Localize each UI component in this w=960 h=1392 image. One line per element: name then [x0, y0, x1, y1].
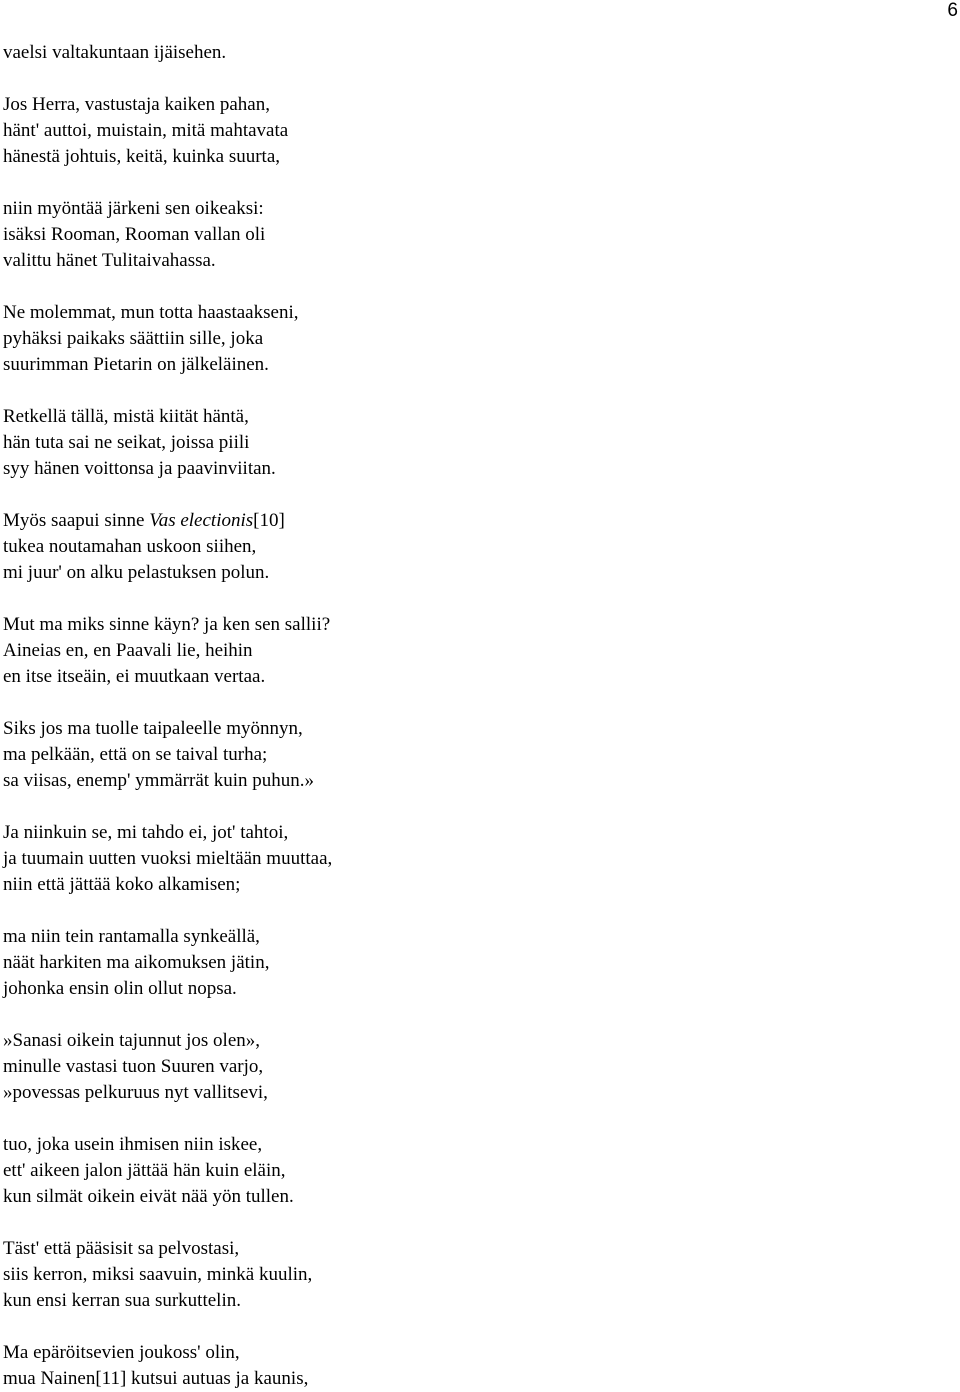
- verse-text: Myös saapui sinne: [3, 510, 150, 531]
- verse-line: tukea noutamahan uskoon siihen,: [3, 536, 257, 557]
- verse-line: valittu hänet Tulitaivahassa.: [3, 250, 216, 271]
- stanza: [3, 1236, 332, 1314]
- stanza: [3, 40, 332, 66]
- verse-line: en itse itseäin, ei muutkaan vertaa.: [3, 666, 266, 687]
- stanza: [3, 924, 332, 1002]
- verse-line: kun ensi kerran sua surkuttelin.: [3, 1290, 241, 1311]
- verse-line: hänestä johtuis, keitä, kuinka suurta,: [3, 146, 281, 167]
- stanza: [3, 1132, 332, 1210]
- poem-text: [3, 40, 332, 1392]
- stanza: [3, 92, 332, 170]
- stanza: [3, 1340, 332, 1392]
- latin-phrase: Vas electionis: [149, 510, 254, 531]
- verse-line: Ne molemmat, mun totta haastaakseni,: [3, 302, 299, 323]
- verse-line: sa viisas, enemp' ymmärrät kuin puhun.»: [3, 770, 315, 791]
- verse-line: vaelsi valtakuntaan ijäisehen.: [3, 42, 227, 63]
- stanza: [3, 716, 332, 794]
- verse-line: mi juur' on alku pelastuksen polun.: [3, 562, 270, 583]
- verse-line: ma pelkään, että on se taival turha;: [3, 744, 268, 765]
- verse-line: kun silmät oikein eivät nää yön tullen.: [3, 1186, 294, 1207]
- page-number: 6: [947, 0, 958, 21]
- verse-line: Täst' että pääsisit sa pelvostasi,: [3, 1238, 240, 1259]
- verse-line: syy hänen voittonsa ja paavinviitan.: [3, 458, 276, 479]
- verse-line: ja tuumain uutten vuoksi mieltään muuttaa,: [3, 848, 333, 869]
- stanza: [3, 196, 332, 274]
- verse-line: suurimman Pietarin on jälkeläinen.: [3, 354, 269, 375]
- verse-line: tuo, joka usein ihmisen niin iskee,: [3, 1134, 263, 1155]
- verse-line: pyhäksi paikaks säättiin sille, joka: [3, 328, 264, 349]
- verse-line: niin myöntää järkeni sen oikeaksi:: [3, 198, 264, 219]
- verse-line: Retkellä tällä, mistä kiität häntä,: [3, 406, 249, 427]
- stanza: [3, 1028, 332, 1106]
- verse-line: »Sanasi oikein tajunnut jos olen»,: [3, 1030, 261, 1051]
- stanza: [3, 612, 332, 690]
- verse-line: Ma epäröitsevien joukoss' olin,: [3, 1342, 240, 1363]
- verse-line: Jos Herra, vastustaja kaiken pahan,: [3, 94, 270, 115]
- footnote-ref: [10]: [253, 510, 285, 531]
- verse-line: hän tuta sai ne seikat, joissa piili: [3, 432, 250, 453]
- verse-line: minulle vastasi tuon Suuren varjo,: [3, 1056, 264, 1077]
- verse-line: siis kerron, miksi saavuin, minkä kuulin,: [3, 1264, 313, 1285]
- verse-line: [3, 508, 332, 534]
- verse-line: Siks jos ma tuolle taipaleelle myönnyn,: [3, 718, 303, 739]
- verse-line: näät harkiten ma aikomuksen jätin,: [3, 952, 270, 973]
- verse-line: Ja niinkuin se, mi tahdo ei, jot' tahtoi,: [3, 822, 289, 843]
- verse-line: Aineias en, en Paavali lie, heihin: [3, 640, 253, 661]
- verse-line: johonka ensin olin ollut nopsa.: [3, 978, 237, 999]
- stanza: [3, 508, 332, 586]
- verse-line: ett' aikeen jalon jättää hän kuin eläin,: [3, 1160, 286, 1181]
- verse-line: isäksi Rooman, Rooman vallan oli: [3, 224, 266, 245]
- stanza: [3, 404, 332, 482]
- verse-line: mua Nainen[11] kutsui autuas ja kaunis,: [3, 1368, 309, 1389]
- verse-line: hänt' auttoi, muistain, mitä mahtavata: [3, 120, 289, 141]
- verse-line: niin että jättää koko alkamisen;: [3, 874, 241, 895]
- verse-line: Mut ma miks sinne käyn? ja ken sen sallii?: [3, 614, 331, 635]
- verse-line: ma niin tein rantamalla synkeällä,: [3, 926, 260, 947]
- stanza: [3, 300, 332, 378]
- verse-line: »povessas pelkuruus nyt vallitsevi,: [3, 1082, 268, 1103]
- stanza: [3, 820, 332, 898]
